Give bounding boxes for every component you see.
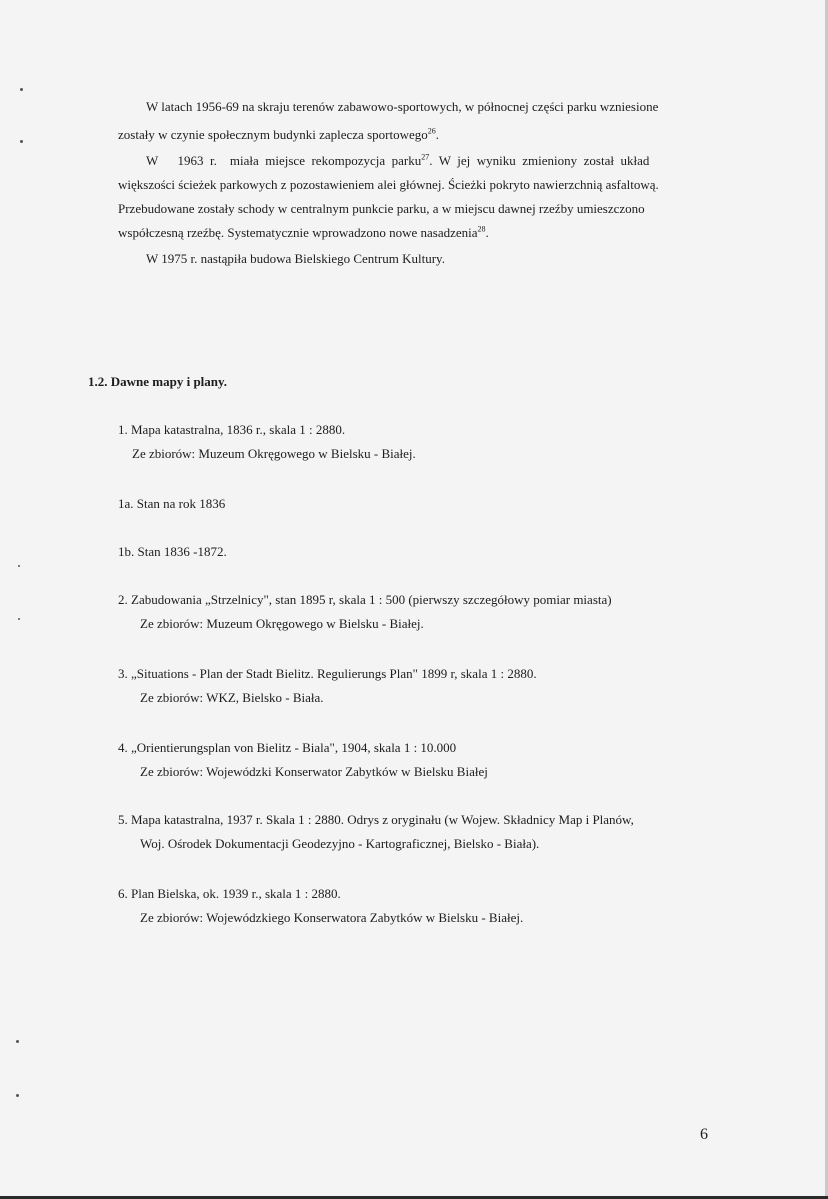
intro-line-2: zostały w czynie społecznym budynki zaplecza sportowego$^{26}$. <box>118 126 439 142</box>
page-number: 6 <box>700 1126 708 1143</box>
intro-line-5: Przebudowane zostały schody w centralnym punkcie parku, a w miejscu dawnej rzeźby umieszczono <box>118 201 645 216</box>
intro-line-6-text: współczesną rzeźbę. Systematycznie wprowadzono nowe nasadzenia <box>118 225 478 240</box>
list-item-1b: 1b. Stan 1836 -1872. <box>118 544 227 559</box>
footnote-ref-27: 27 <box>421 152 430 162</box>
list-item-1-source: Ze zbiorów: Muzeum Okręgowego w Bielsku - Białej. <box>132 446 416 461</box>
scan-speck <box>16 1040 19 1043</box>
intro-line-3a: W 1963 r. miała miejsce rekompozycja parku <box>146 153 422 168</box>
list-item-4-title: 4. „Orientierungsplan von Bielitz - Biala", 1904, skala 1 : 10.000 <box>118 740 457 755</box>
list-item-2-source: Ze zbiorów: Muzeum Okręgowego w Bielsku - Białej. <box>140 616 424 631</box>
list-item-2-title: 2. Zabudowania „Strzelnicy", stan 1895 r, skala 1 : 500 (pierwszy szczegółowy pomiar miasta) <box>118 592 612 607</box>
intro-line-6: współczesną rzeźbę. Systematycznie wprowadzono nowe nasadzenia$^{28}$. <box>118 224 489 240</box>
section-heading: 1.2. Dawne mapy i plany. <box>88 374 228 389</box>
intro-line-3 <box>146 153 649 169</box>
list-item-3-source: Ze zbiorów: WKZ, Bielsko - Biała. <box>140 690 324 705</box>
list-item-3-title: 3. „Situations - Plan der Stadt Bielitz. Regulierungs Plan" 1899 r, skala 1 : 2880. <box>118 666 537 681</box>
intro-line-3b: . W jej wyniku zmieniony został układ <box>429 153 650 168</box>
footnote-ref-28: 28 <box>477 224 486 234</box>
scan-speck <box>16 1094 19 1097</box>
intro-line-2-text: zostały w czynie społecznym budynki zaplecza sportowego <box>118 127 428 142</box>
intro-line-4: większości ścieżek parkowych z pozostawieniem alei głównej. Ścieżki pokryto nawierzchnią asfaltową. <box>118 177 659 192</box>
footnote-ref-26: 26 <box>427 126 436 136</box>
list-item-5-title: 5. Mapa katastralna, 1937 r. Skala 1 : 2880. Odrys z oryginału (w Wojew. Składnicy Map i Planów, <box>118 812 634 827</box>
list-item-4-source: Ze zbiorów: Wojewódzki Konserwator Zabytków w Bielsku Białej <box>140 764 488 779</box>
scan-speck <box>20 140 23 143</box>
list-item-1a: 1a. Stan na rok 1836 <box>118 496 226 511</box>
intro-line-7: W 1975 r. nastąpiła budowa Bielskiego Centrum Kultury. <box>146 251 445 266</box>
list-item-5-source: Woj. Ośrodek Dokumentacji Geodezyjno - Kartograficznej, Bielsko - Biała). <box>140 836 540 851</box>
list-item-1-title: 1. Mapa katastralna, 1836 r., skala 1 : 2880. <box>118 422 346 437</box>
scan-speck <box>18 565 20 567</box>
list-item-6-title: 6. Plan Bielska, ok. 1939 r., skala 1 : 2880. <box>118 886 341 901</box>
scan-speck <box>20 88 23 91</box>
intro-line-1: W latach 1956-69 na skraju terenów zabawowo-sportowych, w północnej części parku wzniesione <box>146 99 659 114</box>
scan-speck <box>18 618 20 620</box>
list-item-6-source: Ze zbiorów: Wojewódzkiego Konserwatora Zabytków w Bielsku - Białej. <box>140 910 524 925</box>
